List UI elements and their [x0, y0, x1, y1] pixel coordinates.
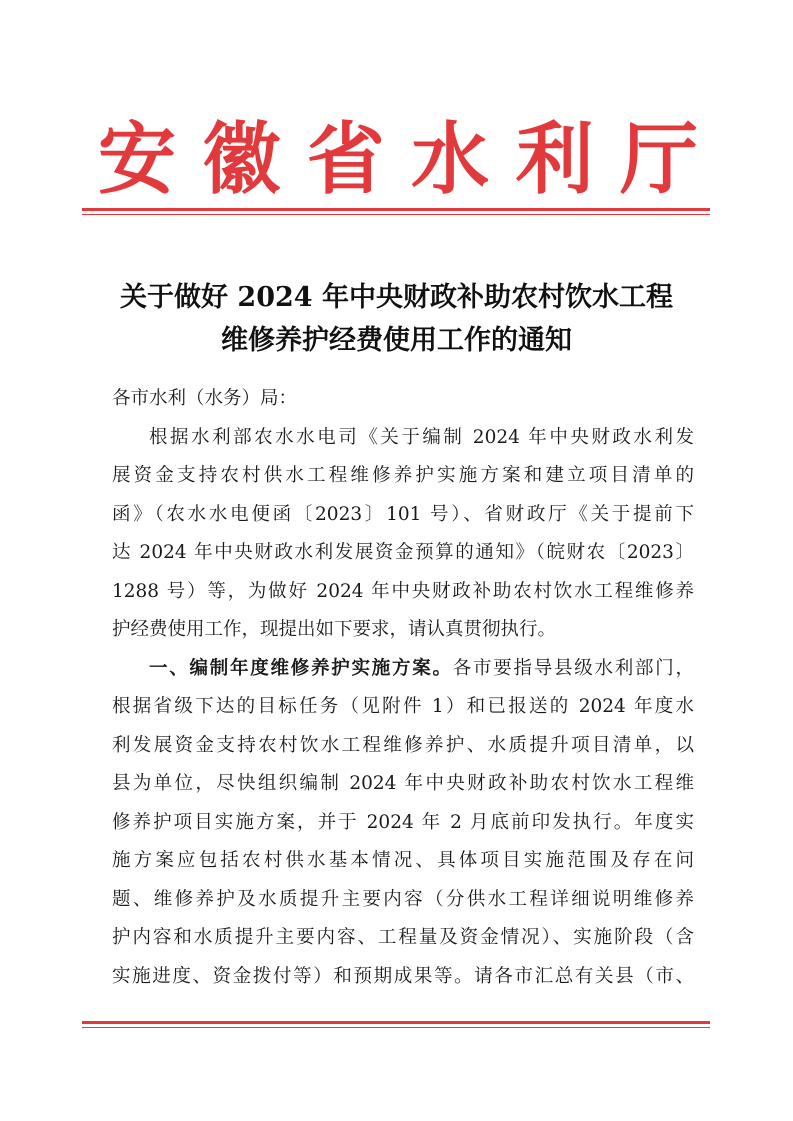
paragraph-line: 达 2024 年中央财政水利发展资金预算的通知》（皖财农〔2023〕	[112, 542, 694, 563]
letterhead-char: 省	[306, 114, 385, 205]
letterhead-char: 徽	[202, 114, 281, 205]
paragraph-line: 实施进度、资金拨付等）和预期成果等。请各市汇总有关县（市、	[112, 965, 694, 987]
footer-rule-thick	[82, 1021, 710, 1024]
paragraph-line: 根据水利部农水水电司《关于编制 2024 年中央财政水利发	[149, 426, 694, 448]
letterhead-char: 安	[98, 114, 177, 205]
document-title-line-2: 维修养护经费使用工作的通知	[221, 325, 572, 356]
document-body	[112, 380, 694, 996]
letterhead-char: 利	[515, 114, 594, 205]
paragraph-line: 利发展资金支持农村饮水工程维修养护、水质提升项目清单，以	[112, 734, 694, 756]
paragraph-line: 县为单位，尽快组织编制 2024 年中央财政补助农村饮水工程维	[112, 773, 694, 794]
letterhead-rule-thin	[82, 214, 710, 215]
paragraph-line: 修养护项目实施方案，并于 2024 年 2 月底前印发执行。年度实	[112, 811, 694, 833]
section-1-heading: 一、编制年度维修养护实施方案。	[149, 657, 453, 679]
paragraph-line: 展资金支持农村供水工程维修养护实施方案和建立项目清单的	[112, 465, 694, 486]
letterhead-rule-thick	[82, 208, 710, 211]
salutation: 各市水利（水务）局：	[112, 388, 298, 409]
paragraph-line: 施方案应包括农村供水基本情况、具体项目实施范围及存在问	[112, 850, 694, 871]
paragraph-line: 函》（农水水电便函〔2023〕101 号）、省财政厅《关于提前下	[112, 503, 694, 525]
paragraph-line: 题、维修养护及水质提升主要内容（分供水工程详细说明维修养	[112, 888, 694, 910]
section-1	[112, 650, 694, 997]
section-1-first-line-text: 各市要指导县级水利部门，	[452, 657, 694, 679]
section-1-first-line	[112, 650, 694, 689]
footer-rule-thin	[82, 1027, 710, 1028]
paragraph-line: 护内容和水质提升主要内容、工程量及资金情况）、实施阶段（含	[112, 927, 694, 948]
paragraph-1	[112, 419, 694, 650]
paragraph-line: 根据省级下达的目标任务（见附件 1）和已报送的 2024 年度水	[112, 696, 694, 717]
letterhead-org-name	[98, 112, 698, 208]
paragraph-line: 1288 号）等，为做好 2024 年中央财政补助农村饮水工程维修养	[112, 580, 694, 602]
paragraph-line: 护经费使用工作，现提出如下要求，请认真贯彻执行。	[112, 619, 557, 640]
letterhead-char: 水	[411, 114, 490, 205]
letterhead-char: 厅	[619, 114, 698, 205]
document-title-line-1: 关于做好 2024 年中央财政补助农村饮水工程	[120, 282, 673, 313]
